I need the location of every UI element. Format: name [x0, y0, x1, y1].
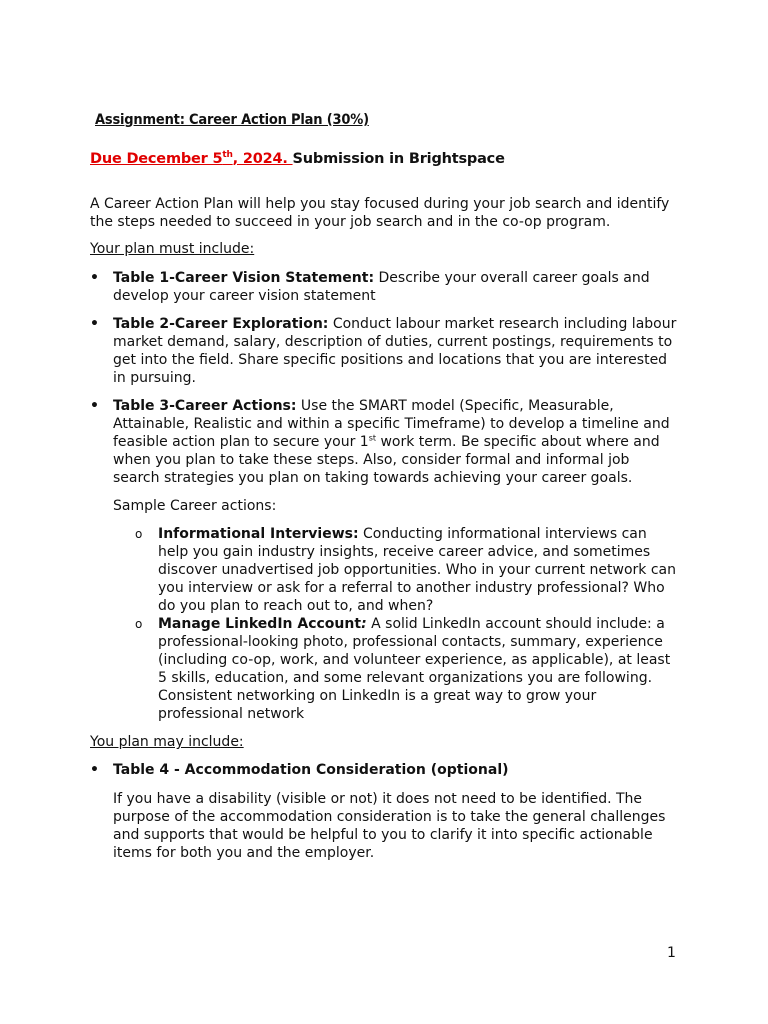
must-include-heading: Your plan must include:: [90, 241, 255, 257]
list-item-body-cont: work term. Be specific about where and when you plan to take these steps. Also, consider formal and informal job search strategies you plan on taking towards achieving your career goals.: [113, 434, 660, 486]
list-item-label: Table 1-Career Vision Statement:: [113, 270, 375, 286]
accommodation-paragraph: If you have a disability (visible or not) it does not need to be identified. The purpose of the accommodation consideration is to take the general challenges and supports that would be helpful to you to clarify it into specific actionable items for both you and the employer.: [113, 791, 666, 861]
circle-bullet-icon: o: [135, 617, 143, 631]
sub-item-label: Informational Interviews:: [158, 526, 359, 542]
circle-bullet-icon: o: [135, 527, 143, 541]
submission-note: Submission in Brightspace: [292, 151, 505, 167]
sub-item-label: Manage LinkedIn Account: [158, 616, 362, 632]
assignment-title: Assignment: Career Action Plan (30%): [95, 112, 369, 128]
sub-item-body: A solid LinkedIn account should include: a professional-looking photo, professional contacts, summary, experience (including co-op, work, and volunteer experience, as applicable), at least 5 skills, education, and some relevant organizations you are following. Consistent networking on LinkedIn is a great way to grow your professional network: [158, 616, 671, 722]
sample-actions-heading: Sample Career actions:: [113, 498, 277, 514]
list-item-body: Conduct labour market research including labour market demand, salary, description of duties, current postings, requirements to get into the field. Share specific positions and locations that you are interested in pursuing.: [113, 316, 677, 386]
due-date-line: [90, 150, 505, 168]
intro-paragraph: A Career Action Plan will help you stay focused during your job search and identify the steps needed to succeed in your job search and in the co-op program.: [90, 196, 670, 230]
list-item-text: [113, 761, 680, 779]
ordinal-sup: st: [368, 433, 377, 443]
list-item-label: Table 4 - Accommodation Consideration (optional): [113, 762, 509, 778]
due-date-sup: th: [222, 150, 233, 161]
bullet-icon: •: [90, 398, 99, 414]
sub-item-body: Conducting informational interviews can help you gain industry insights, receive career advice, and sometimes discover unadvertised job opportunities. Who in your current network can you interview or ask for a referral to another industry professional? Who do you plan to reach out to, and when?: [158, 526, 676, 614]
sub-item-label-colon: :: [361, 616, 367, 632]
bullet-icon: •: [90, 316, 99, 332]
page-number: 1: [667, 945, 676, 961]
list-item-text: [113, 397, 680, 487]
list-item-body: Describe your overall career goals and develop your career vision statement: [113, 270, 650, 304]
list-item-label: Table 2-Career Exploration:: [113, 316, 329, 332]
due-date: [90, 151, 293, 167]
sub-item-text: [158, 525, 680, 615]
list-item-text: [113, 269, 680, 305]
list-item-text: [113, 315, 680, 387]
bullet-icon: •: [90, 762, 99, 778]
due-date-prefix: Due December 5: [90, 151, 223, 167]
may-include-heading: You plan may include:: [90, 734, 244, 750]
due-date-year: , 2024.: [232, 151, 293, 167]
bullet-icon: •: [90, 270, 99, 286]
list-item-body: Use the SMART model (Specific, Measurable, Attainable, Realistic and within a specific Timeframe) to develop a timeline and feasible action plan to secure your 1: [113, 398, 670, 450]
list-item-label: Table 3-Career Actions:: [113, 398, 297, 414]
sub-item-text: [158, 615, 680, 723]
